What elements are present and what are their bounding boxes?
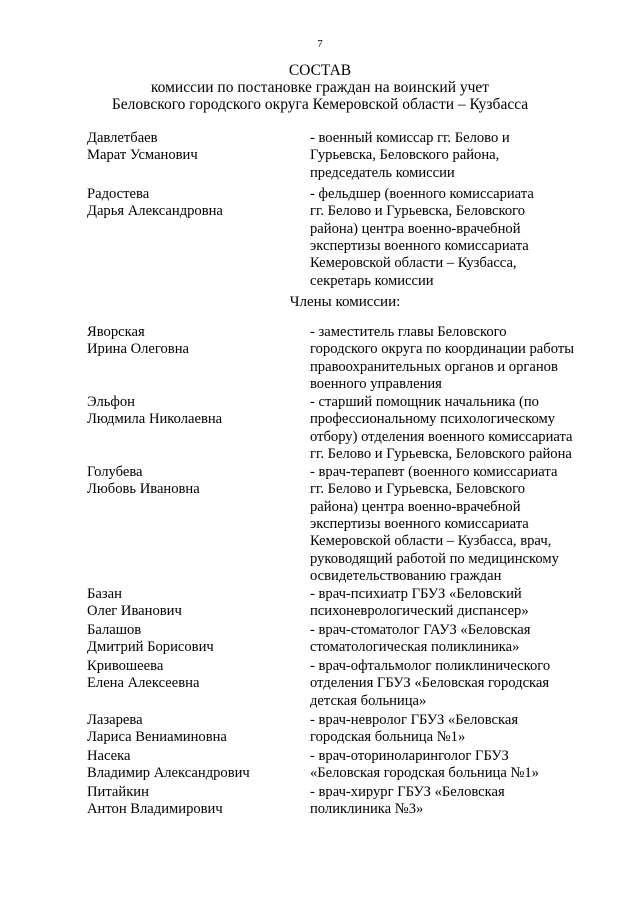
member-role-line: района) центра военно-врачебной bbox=[310, 498, 521, 515]
member-role-line: - военный комиссар гг. Белово и bbox=[310, 130, 510, 146]
document-title bbox=[0, 62, 640, 113]
member-role-line: - врач-невролог ГБУЗ «Беловская bbox=[310, 712, 519, 728]
member-role-line: секретарь комиссии bbox=[310, 272, 434, 289]
member-given-names: Елена Алексеевна bbox=[87, 675, 200, 692]
member-role-line: гг. Белово и Гурьевска, Беловского bbox=[310, 481, 526, 498]
member-role-line: освидетельствованию граждан bbox=[310, 567, 502, 584]
member-given-names: Ирина Олеговна bbox=[87, 341, 189, 358]
member-role-line: городская больница №1» bbox=[310, 729, 466, 746]
member-role-line: экспертизы военного комиссариата bbox=[310, 237, 529, 254]
member-role-line: - заместитель главы Беловского bbox=[310, 324, 507, 340]
member-surname: Лазарева bbox=[87, 712, 143, 728]
member-surname: Давлетбаев bbox=[87, 130, 158, 146]
member-role-line: гг. Белово и Гурьевска, Беловского bbox=[310, 203, 526, 220]
member-role-line: городского округа по координации работы bbox=[310, 341, 574, 358]
member-surname: Насека bbox=[87, 748, 131, 764]
member-given-names: Любовь Ивановна bbox=[87, 481, 200, 498]
member-role-line: профессиональному психологическому bbox=[310, 411, 556, 428]
members-heading: Члены комиссии: bbox=[289, 294, 401, 310]
page-number: 7 bbox=[317, 38, 323, 50]
member-surname: Кривошеева bbox=[87, 658, 164, 674]
member-role-line: - врач-оториноларинголог ГБУЗ bbox=[310, 748, 509, 764]
member-surname: Балашов bbox=[87, 622, 142, 638]
member-role-line: - врач-хирург ГБУЗ «Беловская bbox=[310, 784, 505, 800]
member-role-line: - врач-стоматолог ГАУЗ «Беловская bbox=[310, 622, 531, 638]
member-role-line: правоохранительных органов и органов bbox=[310, 358, 558, 375]
member-given-names: Дарья Александровна bbox=[87, 203, 223, 220]
member-surname: Эльфон bbox=[87, 394, 135, 410]
member-role-line: военного управления bbox=[310, 375, 442, 392]
member-given-names: Людмила Николаевна bbox=[87, 411, 223, 428]
member-role-line: гг. Белово и Гурьевска, Беловского района bbox=[310, 445, 572, 462]
member-role-line: поликлиника №3» bbox=[310, 801, 424, 818]
member-role-line: детская больница» bbox=[310, 692, 427, 709]
member-given-names: Марат Усманович bbox=[87, 147, 198, 164]
member-role-line: - врач-терапевт (военного комиссариата bbox=[310, 464, 558, 480]
member-given-names: Владимир Александрович bbox=[87, 765, 250, 782]
member-given-names: Лариса Вениаминовна bbox=[87, 729, 227, 746]
member-role-line: - фельдшер (военного комиссариата bbox=[310, 186, 534, 202]
member-role-line: председатель комиссии bbox=[310, 164, 455, 181]
member-given-names: Олег Иванович bbox=[87, 603, 182, 620]
member-role-line: района) центра военно-врачебной bbox=[310, 220, 521, 237]
member-role-line: психоневрологический диспансер» bbox=[310, 603, 529, 620]
member-surname: Базан bbox=[87, 586, 122, 602]
title-line-1: комиссии по постановке граждан на воинский учет bbox=[150, 79, 490, 96]
member-role-line: Гурьевска, Беловского района, bbox=[310, 147, 500, 164]
member-role-line: стоматологическая поликлиника» bbox=[310, 639, 520, 656]
member-role-line: - врач-психиатр ГБУЗ «Беловский bbox=[310, 586, 522, 602]
member-role-line: руководящий работой по медицинскому bbox=[310, 550, 559, 567]
member-surname: Питайкин bbox=[87, 784, 149, 800]
member-role-line: «Беловская городская больница №1» bbox=[310, 765, 539, 782]
title-line-2: Беловского городского округа Кемеровской области – Кузбасса bbox=[111, 96, 529, 113]
member-role-line: - старший помощник начальника (по bbox=[310, 394, 539, 410]
member-role-line: - врач-офтальмолог поликлинического bbox=[310, 658, 551, 674]
member-surname: Радостева bbox=[87, 186, 150, 202]
member-role-line: экспертизы военного комиссариата bbox=[310, 515, 529, 532]
title-main: СОСТАВ bbox=[288, 62, 352, 79]
member-role-line: Кемеровской области – Кузбасса, врач, bbox=[310, 533, 552, 550]
member-role-line: Кемеровской области – Кузбасса, bbox=[310, 255, 517, 272]
member-role-line: отделения ГБУЗ «Беловская городская bbox=[310, 675, 550, 692]
member-surname: Яворская bbox=[87, 324, 145, 340]
member-given-names: Дмитрий Борисович bbox=[87, 639, 214, 656]
member-role-line: отбору) отделения военного комиссариата bbox=[310, 428, 573, 445]
member-given-names: Антон Владимирович bbox=[87, 801, 223, 818]
member-surname: Голубева bbox=[87, 464, 143, 480]
